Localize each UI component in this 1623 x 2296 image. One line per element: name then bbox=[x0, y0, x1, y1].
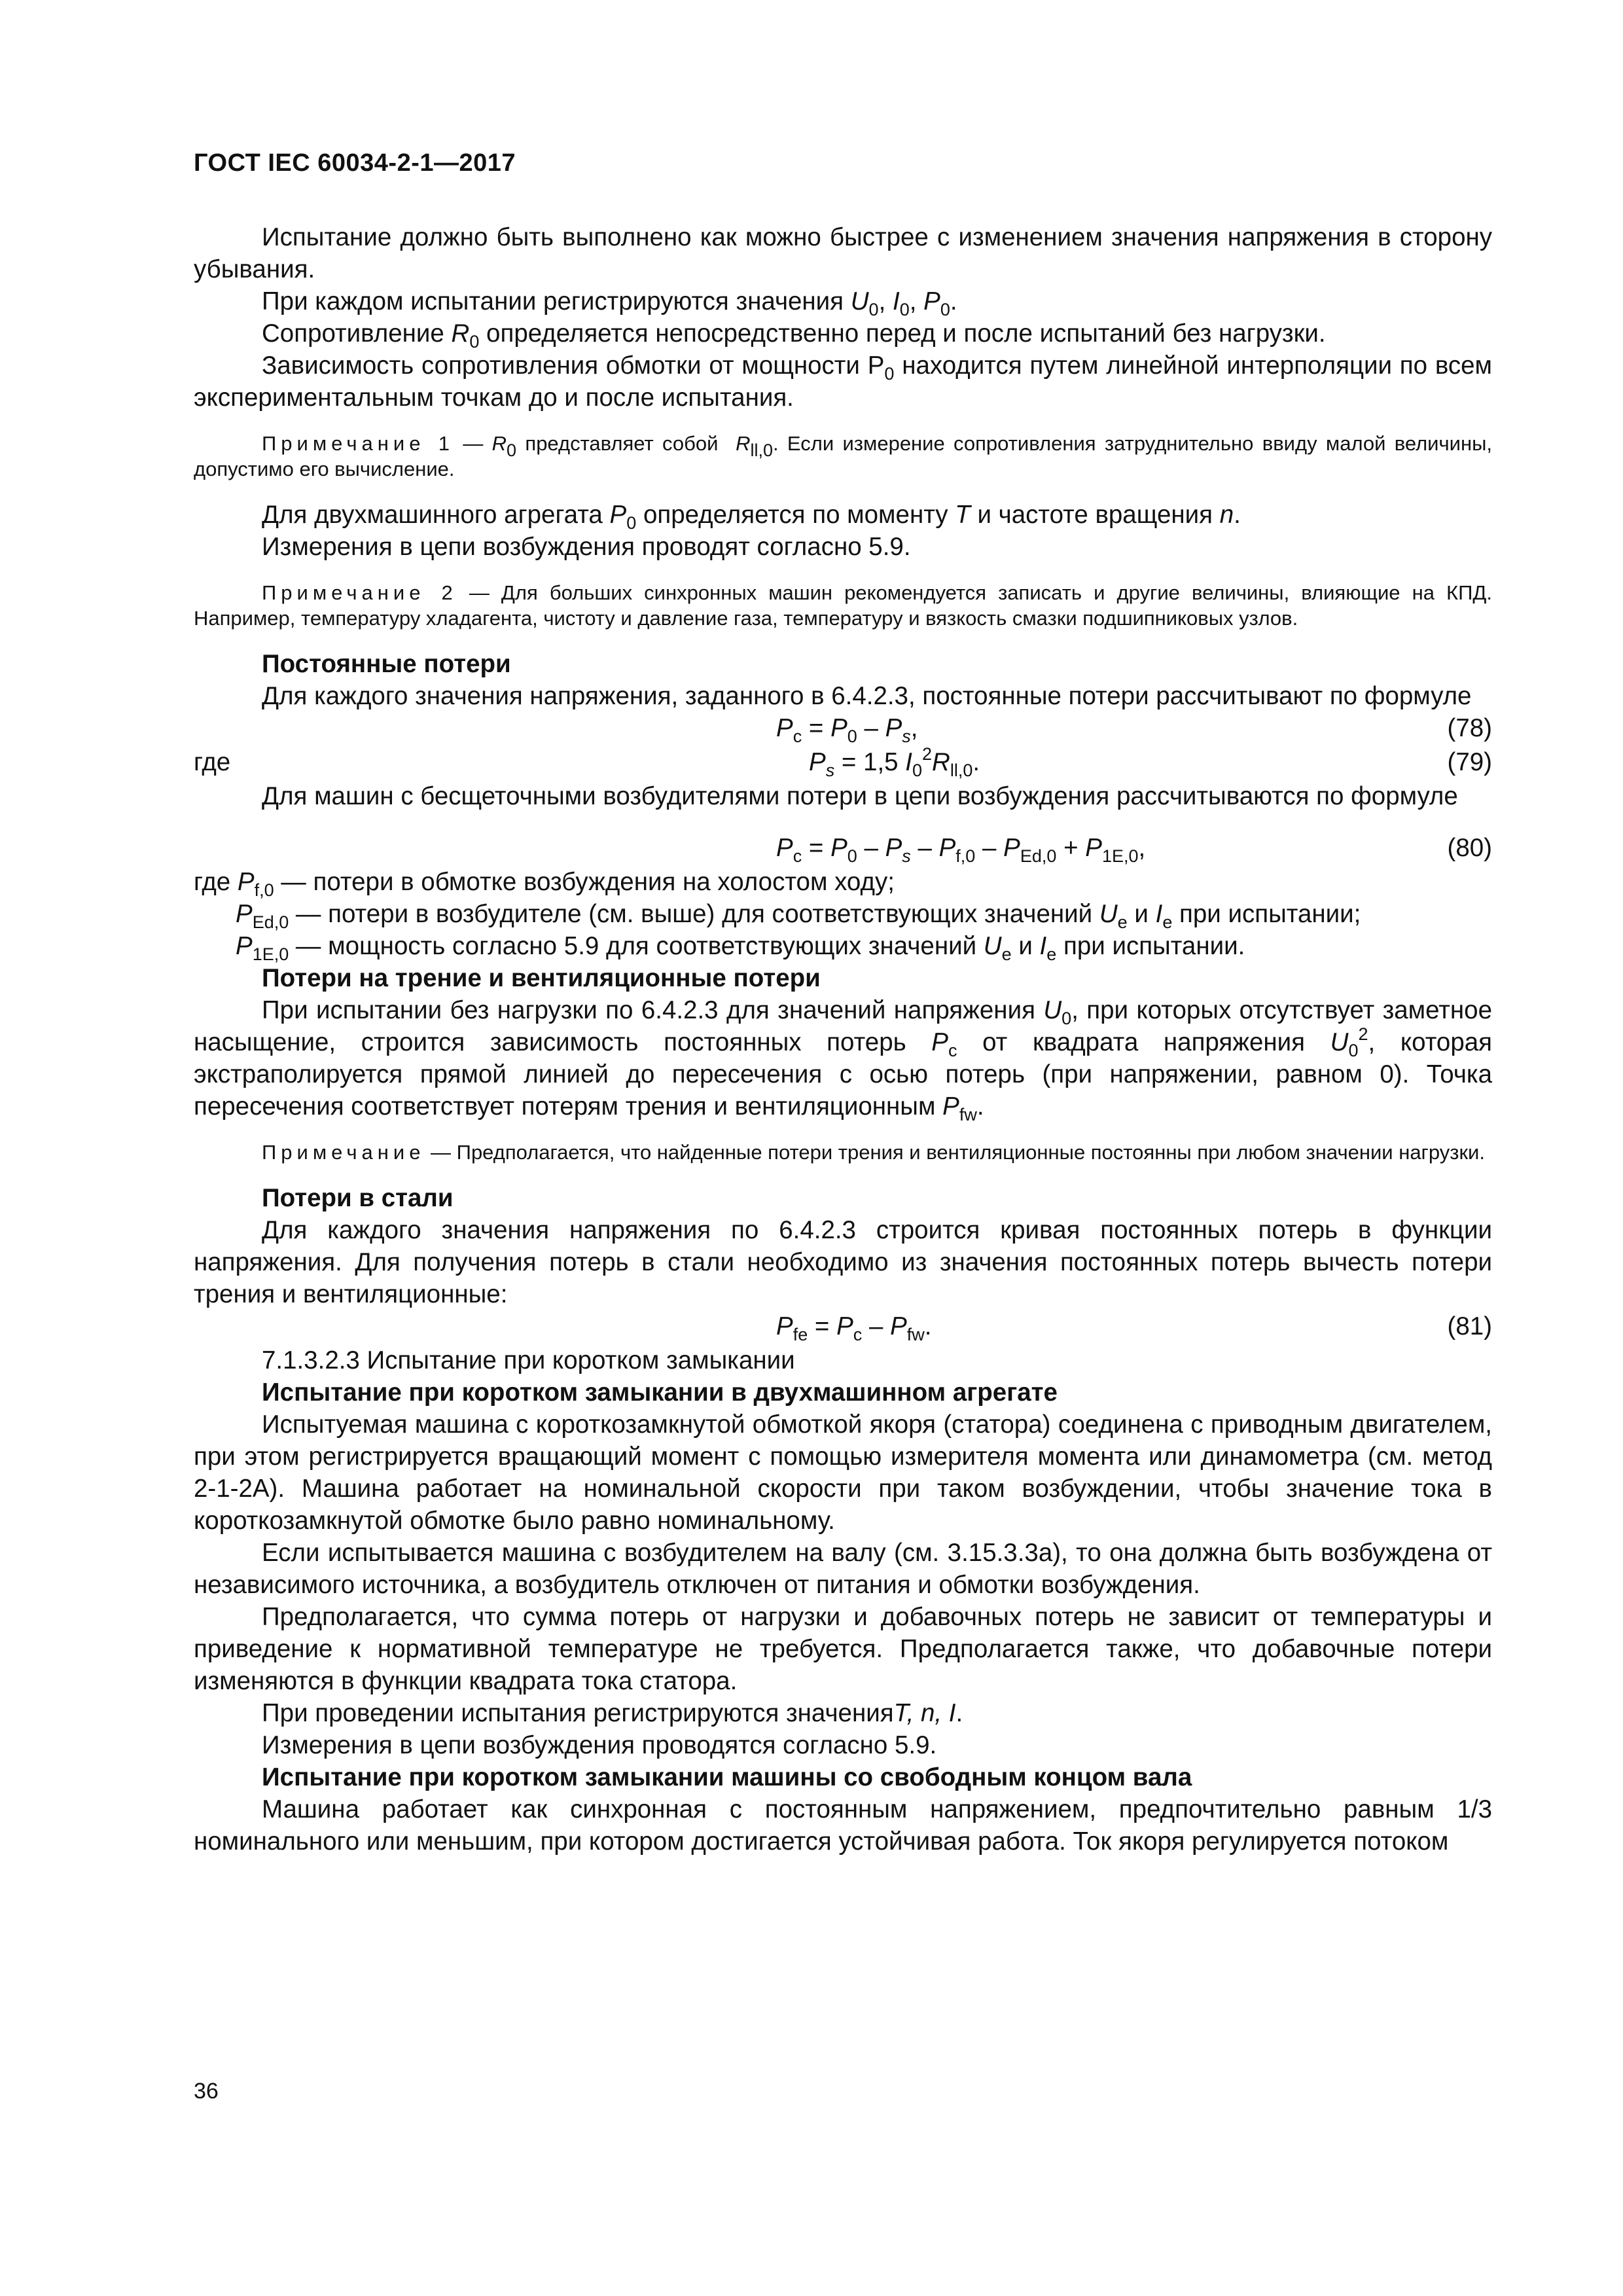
paragraph: При проведении испытания регистрируются значенияT, n, I. bbox=[262, 1699, 963, 1727]
paragraph: Если испытывается машина с возбудителем на валу (см. 3.15.3.3а), то она должна быть возбуждена от независимого источника, а возбудитель отключен от питания и обмотки возбуждения. bbox=[194, 1539, 1492, 1599]
document-body bbox=[194, 221, 1492, 1857]
definition: где $P_{f,0}$ — потери в обмотке возбуждения на холостом ходу; bbox=[194, 868, 895, 900]
section-heading: Потери на трение и вентиляционные потери bbox=[262, 964, 821, 992]
equation-80: $P_c = P_0 - P_s - P_{f,0} - P_{Ed,0} + P_{1E,0}$, (80) bbox=[776, 834, 1492, 866]
document-header: ГОСТ IEC 60034-2-1—2017 bbox=[194, 149, 516, 177]
paragraph: Измерения в цепи возбуждения проводятся согласно 5.9. bbox=[262, 1731, 937, 1759]
equation-79: где $P_s = 1,5$ $I_0^2R_{ll,0}$. (79) bbox=[194, 744, 1492, 780]
paragraph: Зависимость сопротивления обмотки от мощности $P_0$ находится путем линейной интерполяции по всем экспериментальным точкам до и после испытания. bbox=[194, 351, 1492, 412]
note-2: Примечание 2 — Для больших синхронных машин рекомендуется записать и другие величины, влияющие на КПД. Например, температуру хладагента, чистоту и давление газа, температуру и вязкость смазки подшипниковых узлов. bbox=[194, 581, 1492, 630]
section-heading: Постоянные потери bbox=[262, 650, 511, 678]
definition: $P_{1E,0}$ — мощность согласно 5.9 для соответствующих значений $U_e$ и $I_e$ при испытании. bbox=[236, 932, 1245, 964]
paragraph: Испытание должно быть выполнено как можно быстрее с изменением значения напряжения в сторону убывания. bbox=[194, 223, 1492, 283]
paragraph: Измерения в цепи возбуждения проводят согласно 5.9. bbox=[262, 533, 911, 561]
paragraph: При каждом испытании регистрируются значения $U_0$, $I_0$, $P_0$. bbox=[262, 287, 957, 319]
note-1: Примечание 1 — $R_0$ представляет собой $R_{ll,0}$. Если измерение сопротивления затруднительно ввиду малой величины, допустимо его вычисление. bbox=[194, 432, 1492, 480]
paragraph: Испытуемая машина с короткозамкнутой обмоткой якоря (статора) соединена с приводным двигателем, при этом регистрируется вращающий момент с помощью измерителя момента или динамометра (см. метод 2-1-2А). Машина работает на номинальной скорости при таком возбуждении, чтобы значение тока в короткозамкнутой обмотке было равно номинальному. bbox=[194, 1410, 1492, 1535]
paragraph: Сопротивление $R_0$ определяется непосредственно перед и после испытаний без нагрузки. bbox=[262, 319, 1326, 351]
paragraph: При испытании без нагрузки по 6.4.2.3 для значений напряжения $U_0$, при которых отсутствует заметное насыщение, строится зависимость постоянных потерь $P_c$ от квадрата напряжения $U_0^2$, которая экстраполируется прямой линией до пересечения с осью потерь (при напряжении, равном 0). Точка пересечения соответствует потерям трения и вентиляционным $P_{fw}$. bbox=[194, 996, 1492, 1124]
paragraph: Машина работает как синхронная с постоянным напряжением, предпочтительно равным 1/3 номинального или меньшим, при котором достигается устойчивая работа. Ток якоря регулируется потоком bbox=[194, 1795, 1492, 1856]
paragraph: Для каждого значения напряжения, заданного в 6.4.2.3, постоянные потери рассчитывают по формуле bbox=[262, 682, 1472, 710]
section-heading: Испытание при коротком замыкании в двухмашинном агрегате bbox=[262, 1378, 1058, 1407]
definition: $P_{Ed,0}$ — потери в возбудителе (см. выше) для соответствующих значений $U_e$ и $I_e$ при испытании; bbox=[236, 900, 1361, 932]
paragraph: Предполагается, что сумма потерь от нагрузки и добавочных потерь не зависит от температуры и приведение к нормативной температуре не требуется. Предполагается также, что добавочные потери изменяются в функции квадрата тока статора. bbox=[194, 1603, 1492, 1695]
equation-78: $P_c = P_0 - P_s$, (78) bbox=[776, 714, 1492, 746]
paragraph: Для машин с бесщеточными возбудителями потери в цепи возбуждения рассчитываются по формуле bbox=[262, 782, 1458, 810]
paragraph: Для двухмашинного агрегата $P_0$ определяется по моменту T и частоте вращения n. bbox=[262, 501, 1241, 533]
section-heading: Испытание при коротком замыкании машины со свободным концом вала bbox=[262, 1763, 1192, 1791]
page-number: 36 bbox=[194, 2079, 219, 2104]
section-heading: Потери в стали bbox=[262, 1184, 454, 1212]
subsection-title: 7.1.3.2.3 Испытание при коротком замыкании bbox=[262, 1346, 795, 1374]
equation-81: $P_{fe} = P_c - P_{fw}$. (81) bbox=[776, 1312, 1492, 1344]
paragraph: Для каждого значения напряжения по 6.4.2.3 строится кривая постоянных потерь в функции напряжения. Для получения потерь в стали необходимо из значения постоянных потерь вычесть потери трения и вентиляционные: bbox=[194, 1216, 1492, 1308]
note-3: Примечание — Предполагается, что найденные потери трения и вентиляционные постоянны при любом значении нагрузки. bbox=[262, 1141, 1485, 1164]
